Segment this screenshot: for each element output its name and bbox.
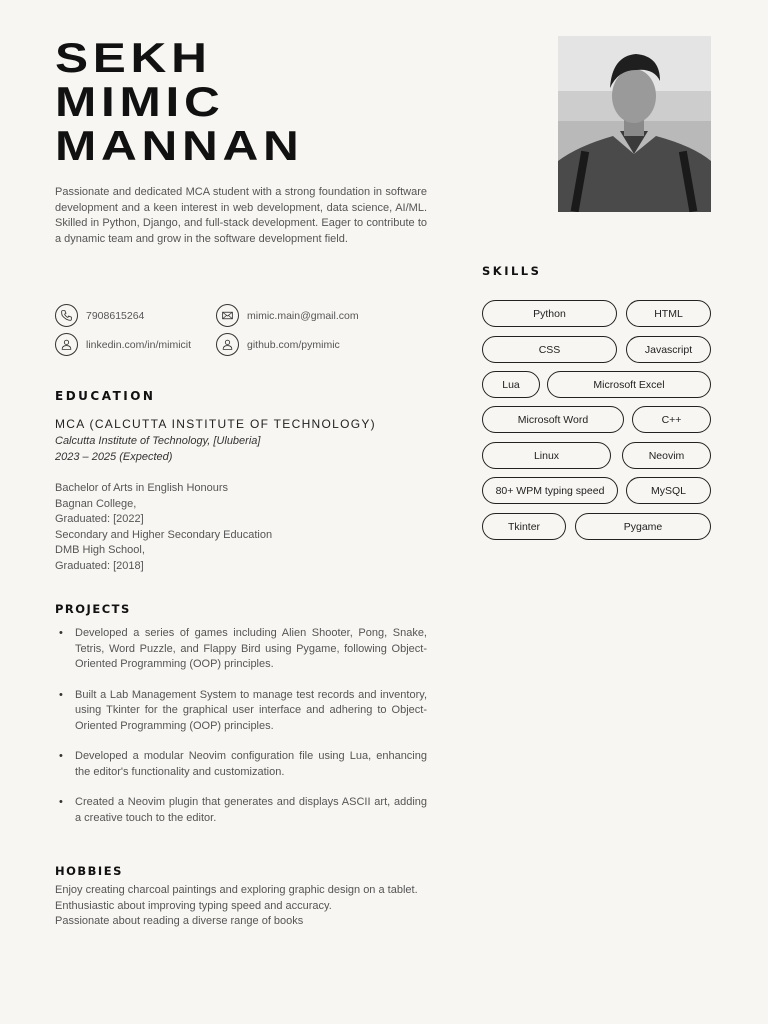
- list-item: • Developed a series of games including Alien Shooter, Pong, Snake, Tetris, Word Puzzle, and Flappy Bird using Pygame, following Object-Oriented Programming (OOP) principles.: [55, 626, 427, 673]
- skill-pill: Neovim: [622, 442, 711, 469]
- education-line: Graduated: [2022]: [55, 513, 144, 525]
- skill-pill: Microsoft Excel: [547, 371, 711, 398]
- skill-pill: Pygame: [575, 513, 711, 540]
- name-line-2: MIMIC: [55, 78, 225, 125]
- skill-pill: Javascript: [626, 336, 711, 363]
- profile-summary: Passionate and dedicated MCA student with a strong foundation in software development and a keen interest in web development, data science, AI/ML. Skilled in Python, Django, and full-stack development. Eager to contribute to a dynamic team and grow in the software development field.: [55, 186, 427, 245]
- mca-years: 2023 – 2025 (Expected): [55, 451, 173, 463]
- hobby-line: Passionate about reading a diverse range of books: [55, 915, 304, 927]
- list-item: • Built a Lab Management System to manage test records and inventory, using Tkinter for the graphical user interface and adhering to Object-Oriented Programming (OOP) principles.: [55, 688, 427, 735]
- education-line: Bagnan College,: [55, 497, 137, 510]
- contact-phone: [55, 304, 144, 327]
- projects-list: [55, 626, 427, 841]
- skill-pill: 80+ WPM typing speed: [482, 477, 618, 504]
- user-icon: [55, 333, 78, 356]
- phone-icon: [55, 304, 78, 327]
- profile-photo: [558, 36, 711, 212]
- linkedin-link[interactable]: linkedin.com/in/mimicit: [86, 338, 192, 351]
- education-line: Bachelor of Arts in English Honours: [55, 482, 229, 494]
- contact-linkedin: [55, 333, 191, 356]
- name-line-3: MANNAN: [55, 122, 304, 169]
- hobby-line: Enthusiastic about improving typing speed and accuracy.: [55, 899, 332, 912]
- mca-school: Calcutta Institute of Technology, [Uluberia]: [55, 435, 261, 447]
- candidate-name: [55, 36, 304, 168]
- skill-pill: Microsoft Word: [482, 406, 624, 433]
- skill-pill: CSS: [482, 336, 617, 363]
- skill-pill: Tkinter: [482, 513, 566, 540]
- mca-title: MCA (CALCUTTA INSTITUTE OF TECHNOLOGY): [55, 417, 376, 431]
- education-line: Secondary and Higher Secondary Education: [55, 528, 273, 541]
- skill-pill: Linux: [482, 442, 611, 469]
- contact-email: [216, 304, 359, 327]
- education-other: [55, 481, 272, 574]
- hobbies-text: [55, 883, 430, 930]
- list-item: • Created a Neovim plugin that generates and displays ASCII art, adding a creative touch to the editor.: [55, 795, 427, 826]
- skill-pill: C++: [632, 406, 711, 433]
- skill-pill: Lua: [482, 371, 540, 398]
- contact-github: [216, 333, 340, 356]
- education-mca: [55, 417, 376, 465]
- hobbies-heading: HOBBIES: [55, 864, 123, 878]
- skill-pill: MySQL: [626, 477, 711, 504]
- education-line: DMB High School,: [55, 544, 145, 556]
- education-heading: EDUCATION: [55, 389, 156, 403]
- email-link[interactable]: mimic.main@gmail.com: [247, 309, 359, 322]
- projects-heading: PROJECTS: [55, 602, 131, 616]
- skill-pill: HTML: [626, 300, 711, 327]
- skill-pill: Python: [482, 300, 617, 327]
- phone-number: 7908615264: [86, 309, 145, 322]
- profile-photo-image: [558, 36, 711, 212]
- list-item: • Developed a modular Neovim configuration file using Lua, enhancing the editor's functionality and customization.: [55, 749, 427, 780]
- education-line: Graduated: [2018]: [55, 559, 144, 572]
- hobby-line: Enjoy creating charcoal paintings and exploring graphic design on a tablet.: [55, 884, 418, 896]
- skills-heading: SKILLS: [482, 264, 542, 278]
- github-link[interactable]: github.com/pymimic: [247, 338, 340, 351]
- mail-icon: [216, 304, 239, 327]
- user-icon: [216, 333, 239, 356]
- name-line-1: SEKH: [55, 34, 212, 81]
